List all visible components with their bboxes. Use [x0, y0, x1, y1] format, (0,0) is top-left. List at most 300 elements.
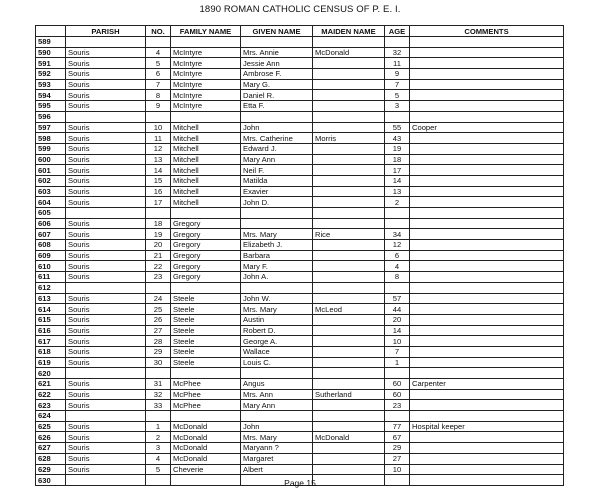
family-name-cell: Mitchell [171, 122, 241, 133]
comments-cell [410, 282, 564, 293]
parish-cell: Souris [66, 218, 146, 229]
number-cell: 2 [146, 432, 171, 443]
comments-cell [410, 389, 564, 400]
given-name-cell: Mrs. Mary [241, 229, 313, 240]
age-cell: 57 [385, 293, 410, 304]
maiden-name-cell [313, 165, 385, 176]
family-name-cell: McDonald [171, 432, 241, 443]
census-body [36, 37, 564, 486]
family-name-cell: Gregory [171, 250, 241, 261]
table-row [36, 389, 564, 400]
number-cell: 5 [146, 464, 171, 475]
table-row [36, 293, 564, 304]
number-cell: 24 [146, 293, 171, 304]
comments-cell [410, 293, 564, 304]
parish-cell: Souris [66, 143, 146, 154]
family-name-cell: McPhee [171, 400, 241, 411]
parish-cell: Souris [66, 453, 146, 464]
line-cell: 628 [36, 453, 66, 464]
header-given-name: GIVEN NAME [241, 26, 313, 37]
parish-cell: Souris [66, 186, 146, 197]
comments-cell: Carpenter [410, 379, 564, 390]
line-cell: 594 [36, 90, 66, 101]
number-cell: 3 [146, 443, 171, 454]
number-cell: 13 [146, 154, 171, 165]
table-row [36, 304, 564, 315]
table-row [36, 421, 564, 432]
comments-cell [410, 111, 564, 122]
comments-cell [410, 272, 564, 283]
age-cell: 20 [385, 314, 410, 325]
table-row [36, 379, 564, 390]
header-comments: COMMENTS [410, 26, 564, 37]
parish-cell: Souris [66, 314, 146, 325]
table-row [36, 336, 564, 347]
line-cell: 610 [36, 261, 66, 272]
comments-cell [410, 325, 564, 336]
line-cell: 625 [36, 421, 66, 432]
family-name-cell: Gregory [171, 261, 241, 272]
family-name-cell: McPhee [171, 389, 241, 400]
number-cell: 8 [146, 90, 171, 101]
family-name-cell: Gregory [171, 229, 241, 240]
maiden-name-cell [313, 208, 385, 219]
parish-cell: Souris [66, 240, 146, 251]
maiden-name-cell: Morris [313, 133, 385, 144]
table-row [36, 282, 564, 293]
table-row [36, 58, 564, 69]
comments-cell [410, 186, 564, 197]
number-cell: 4 [146, 453, 171, 464]
given-name-cell: Robert D. [241, 325, 313, 336]
header-no: NO. [146, 26, 171, 37]
parish-cell: Souris [66, 250, 146, 261]
parish-cell [66, 111, 146, 122]
maiden-name-cell [313, 282, 385, 293]
family-name-cell: McIntyre [171, 101, 241, 112]
maiden-name-cell [313, 314, 385, 325]
comments-cell: Hospital keeper [410, 421, 564, 432]
comments-cell [410, 432, 564, 443]
maiden-name-cell [313, 143, 385, 154]
age-cell: 8 [385, 272, 410, 283]
comments-cell [410, 175, 564, 186]
age-cell [385, 208, 410, 219]
maiden-name-cell [313, 336, 385, 347]
maiden-name-cell [313, 368, 385, 379]
maiden-name-cell: McDonald [313, 432, 385, 443]
header-parish: PARISH [66, 26, 146, 37]
table-row [36, 197, 564, 208]
given-name-cell: Mary F. [241, 261, 313, 272]
parish-cell: Souris [66, 357, 146, 368]
age-cell: 1 [385, 357, 410, 368]
family-name-cell: Steele [171, 336, 241, 347]
number-cell: 32 [146, 389, 171, 400]
maiden-name-cell [313, 58, 385, 69]
age-cell: 17 [385, 165, 410, 176]
maiden-name-cell [313, 357, 385, 368]
given-name-cell: Mary Ann [241, 154, 313, 165]
age-cell [385, 282, 410, 293]
table-row [36, 272, 564, 283]
number-cell [146, 37, 171, 48]
given-name-cell: George A. [241, 336, 313, 347]
comments-cell [410, 218, 564, 229]
comments-cell [410, 357, 564, 368]
parish-cell: Souris [66, 261, 146, 272]
number-cell: 12 [146, 143, 171, 154]
family-name-cell: Mitchell [171, 154, 241, 165]
family-name-cell: Steele [171, 314, 241, 325]
maiden-name-cell [313, 79, 385, 90]
given-name-cell: Louis C. [241, 357, 313, 368]
comments-cell [410, 90, 564, 101]
given-name-cell: Margaret [241, 453, 313, 464]
given-name-cell: Neil F. [241, 165, 313, 176]
number-cell: 22 [146, 261, 171, 272]
line-cell: 595 [36, 101, 66, 112]
comments-cell [410, 240, 564, 251]
comments-cell [410, 250, 564, 261]
parish-cell: Souris [66, 304, 146, 315]
age-cell: 18 [385, 154, 410, 165]
given-name-cell: Edward J. [241, 143, 313, 154]
given-name-cell [241, 208, 313, 219]
age-cell [385, 411, 410, 422]
family-name-cell [171, 37, 241, 48]
parish-cell: Souris [66, 90, 146, 101]
maiden-name-cell [313, 122, 385, 133]
table-row [36, 79, 564, 90]
line-cell: 592 [36, 69, 66, 80]
given-name-cell: Matilda [241, 175, 313, 186]
age-cell: 14 [385, 325, 410, 336]
line-cell: 626 [36, 432, 66, 443]
comments-cell [410, 154, 564, 165]
age-cell: 60 [385, 379, 410, 390]
table-row [36, 208, 564, 219]
table-row [36, 69, 564, 80]
given-name-cell: Mary G. [241, 79, 313, 90]
given-name-cell: Mrs. Ann [241, 389, 313, 400]
number-cell [146, 411, 171, 422]
table-row [36, 143, 564, 154]
age-cell: 43 [385, 133, 410, 144]
given-name-cell: Etta F. [241, 101, 313, 112]
line-cell: 611 [36, 272, 66, 283]
family-name-cell: McPhee [171, 379, 241, 390]
line-cell: 600 [36, 154, 66, 165]
number-cell: 1 [146, 421, 171, 432]
number-cell: 26 [146, 314, 171, 325]
comments-cell [410, 37, 564, 48]
table-row [36, 218, 564, 229]
comments-cell [410, 165, 564, 176]
line-cell: 630 [36, 475, 66, 486]
age-cell: 13 [385, 186, 410, 197]
family-name-cell: McIntyre [171, 58, 241, 69]
maiden-name-cell [313, 453, 385, 464]
maiden-name-cell [313, 197, 385, 208]
line-cell: 603 [36, 186, 66, 197]
family-name-cell: Gregory [171, 218, 241, 229]
maiden-name-cell [313, 101, 385, 112]
comments-cell [410, 304, 564, 315]
line-cell: 616 [36, 325, 66, 336]
parish-cell: Souris [66, 464, 146, 475]
line-cell: 618 [36, 346, 66, 357]
given-name-cell: Mrs. Catherine [241, 133, 313, 144]
family-name-cell: McIntyre [171, 90, 241, 101]
family-name-cell: Mitchell [171, 186, 241, 197]
line-cell: 607 [36, 229, 66, 240]
given-name-cell: Wallace [241, 346, 313, 357]
line-cell: 627 [36, 443, 66, 454]
parish-cell: Souris [66, 400, 146, 411]
parish-cell: Souris [66, 79, 146, 90]
age-cell: 29 [385, 443, 410, 454]
maiden-name-cell [313, 464, 385, 475]
given-name-cell: Mrs. Mary [241, 304, 313, 315]
maiden-name-cell [313, 154, 385, 165]
number-cell: 15 [146, 175, 171, 186]
number-cell: 18 [146, 218, 171, 229]
number-cell: 16 [146, 186, 171, 197]
age-cell: 6 [385, 250, 410, 261]
comments-cell [410, 101, 564, 112]
table-row [36, 411, 564, 422]
number-cell: 30 [146, 357, 171, 368]
table-row [36, 346, 564, 357]
given-name-cell: Ambrose F. [241, 69, 313, 80]
parish-cell: Souris [66, 175, 146, 186]
family-name-cell: Mitchell [171, 175, 241, 186]
maiden-name-cell [313, 293, 385, 304]
comments-cell [410, 58, 564, 69]
age-cell [385, 218, 410, 229]
age-cell: 7 [385, 79, 410, 90]
line-cell: 591 [36, 58, 66, 69]
number-cell: 9 [146, 101, 171, 112]
line-cell: 593 [36, 79, 66, 90]
given-name-cell: John D. [241, 197, 313, 208]
table-row [36, 368, 564, 379]
maiden-name-cell [313, 443, 385, 454]
line-cell: 617 [36, 336, 66, 347]
number-cell [146, 282, 171, 293]
given-name-cell: Barbara [241, 250, 313, 261]
comments-cell [410, 453, 564, 464]
family-name-cell: Gregory [171, 272, 241, 283]
line-cell: 622 [36, 389, 66, 400]
comments-cell [410, 47, 564, 58]
given-name-cell: Maryann ? [241, 443, 313, 454]
maiden-name-cell [313, 218, 385, 229]
given-name-cell [241, 218, 313, 229]
table-row [36, 325, 564, 336]
comments-cell [410, 314, 564, 325]
maiden-name-cell [313, 411, 385, 422]
family-name-cell: Steele [171, 357, 241, 368]
table-row [36, 186, 564, 197]
family-name-cell: Steele [171, 325, 241, 336]
age-cell: 12 [385, 240, 410, 251]
family-name-cell: Cheverie [171, 464, 241, 475]
maiden-name-cell [313, 421, 385, 432]
given-name-cell: Elizabeth J. [241, 240, 313, 251]
header-family-name: FAMILY NAME [171, 26, 241, 37]
given-name-cell: Angus [241, 379, 313, 390]
parish-cell [66, 368, 146, 379]
number-cell: 21 [146, 250, 171, 261]
maiden-name-cell: McDonald [313, 47, 385, 58]
line-cell: 601 [36, 165, 66, 176]
age-cell: 9 [385, 69, 410, 80]
family-name-cell: Steele [171, 304, 241, 315]
comments-cell [410, 368, 564, 379]
parish-cell: Souris [66, 432, 146, 443]
table-row [36, 250, 564, 261]
table-row [36, 175, 564, 186]
header-maiden-name: MAIDEN NAME [313, 26, 385, 37]
comments-cell [410, 411, 564, 422]
number-cell: 4 [146, 47, 171, 58]
number-cell: 27 [146, 325, 171, 336]
number-cell: 31 [146, 379, 171, 390]
given-name-cell [241, 368, 313, 379]
parish-cell [66, 208, 146, 219]
parish-cell: Souris [66, 443, 146, 454]
age-cell [385, 111, 410, 122]
maiden-name-cell [313, 175, 385, 186]
age-cell: 60 [385, 389, 410, 400]
number-cell: 33 [146, 400, 171, 411]
given-name-cell: John A. [241, 272, 313, 283]
comments-cell [410, 69, 564, 80]
parish-cell: Souris [66, 58, 146, 69]
maiden-name-cell [313, 250, 385, 261]
line-cell: 623 [36, 400, 66, 411]
header-age: AGE [385, 26, 410, 37]
table-row [36, 111, 564, 122]
given-name-cell: Mary Ann [241, 400, 313, 411]
maiden-name-cell: Sutherland [313, 389, 385, 400]
maiden-name-cell [313, 272, 385, 283]
line-cell: 629 [36, 464, 66, 475]
table-row [36, 165, 564, 176]
comments-cell [410, 400, 564, 411]
age-cell: 23 [385, 400, 410, 411]
family-name-cell: Mitchell [171, 165, 241, 176]
table-row [36, 229, 564, 240]
age-cell: 11 [385, 58, 410, 69]
parish-cell: Souris [66, 272, 146, 283]
given-name-cell: John [241, 421, 313, 432]
maiden-name-cell [313, 400, 385, 411]
family-name-cell: McIntyre [171, 79, 241, 90]
table-row [36, 240, 564, 251]
line-cell: 602 [36, 175, 66, 186]
number-cell: 14 [146, 165, 171, 176]
maiden-name-cell [313, 240, 385, 251]
given-name-cell: Mrs. Annie [241, 47, 313, 58]
age-cell: 34 [385, 229, 410, 240]
comments-cell [410, 143, 564, 154]
comments-cell: Cooper [410, 122, 564, 133]
age-cell [385, 368, 410, 379]
number-cell: 19 [146, 229, 171, 240]
census-table [35, 25, 564, 486]
family-name-cell [171, 411, 241, 422]
given-name-cell: Daniel R. [241, 90, 313, 101]
parish-cell: Souris [66, 336, 146, 347]
given-name-cell: Exavier [241, 186, 313, 197]
table-row [36, 37, 564, 48]
family-name-cell: McIntyre [171, 47, 241, 58]
parish-cell: Souris [66, 293, 146, 304]
table-row [36, 101, 564, 112]
parish-cell: Souris [66, 229, 146, 240]
header-line [36, 26, 66, 37]
number-cell: 7 [146, 79, 171, 90]
given-name-cell: John [241, 122, 313, 133]
comments-cell [410, 229, 564, 240]
maiden-name-cell [313, 346, 385, 357]
number-cell: 28 [146, 336, 171, 347]
parish-cell [66, 282, 146, 293]
family-name-cell: McDonald [171, 453, 241, 464]
table-row [36, 314, 564, 325]
age-cell: 44 [385, 304, 410, 315]
age-cell [385, 37, 410, 48]
family-name-cell: McIntyre [171, 69, 241, 80]
comments-cell [410, 464, 564, 475]
line-cell: 604 [36, 197, 66, 208]
parish-cell [66, 411, 146, 422]
line-cell: 596 [36, 111, 66, 122]
comments-cell [410, 336, 564, 347]
parish-cell: Souris [66, 69, 146, 80]
parish-cell: Souris [66, 197, 146, 208]
line-cell: 620 [36, 368, 66, 379]
line-cell: 605 [36, 208, 66, 219]
age-cell: 14 [385, 175, 410, 186]
line-cell: 614 [36, 304, 66, 315]
table-row [36, 432, 564, 443]
number-cell: 25 [146, 304, 171, 315]
age-cell: 67 [385, 432, 410, 443]
table-row [36, 47, 564, 58]
family-name-cell: McDonald [171, 443, 241, 454]
age-cell: 2 [385, 197, 410, 208]
maiden-name-cell [313, 261, 385, 272]
age-cell: 10 [385, 336, 410, 347]
line-cell: 597 [36, 122, 66, 133]
table-row [36, 464, 564, 475]
given-name-cell [241, 411, 313, 422]
family-name-cell [171, 282, 241, 293]
line-cell: 599 [36, 143, 66, 154]
table-row [36, 357, 564, 368]
comments-cell [410, 261, 564, 272]
maiden-name-cell [313, 37, 385, 48]
age-cell: 5 [385, 90, 410, 101]
parish-cell: Souris [66, 379, 146, 390]
table-row [36, 122, 564, 133]
line-cell: 608 [36, 240, 66, 251]
age-cell: 32 [385, 47, 410, 58]
